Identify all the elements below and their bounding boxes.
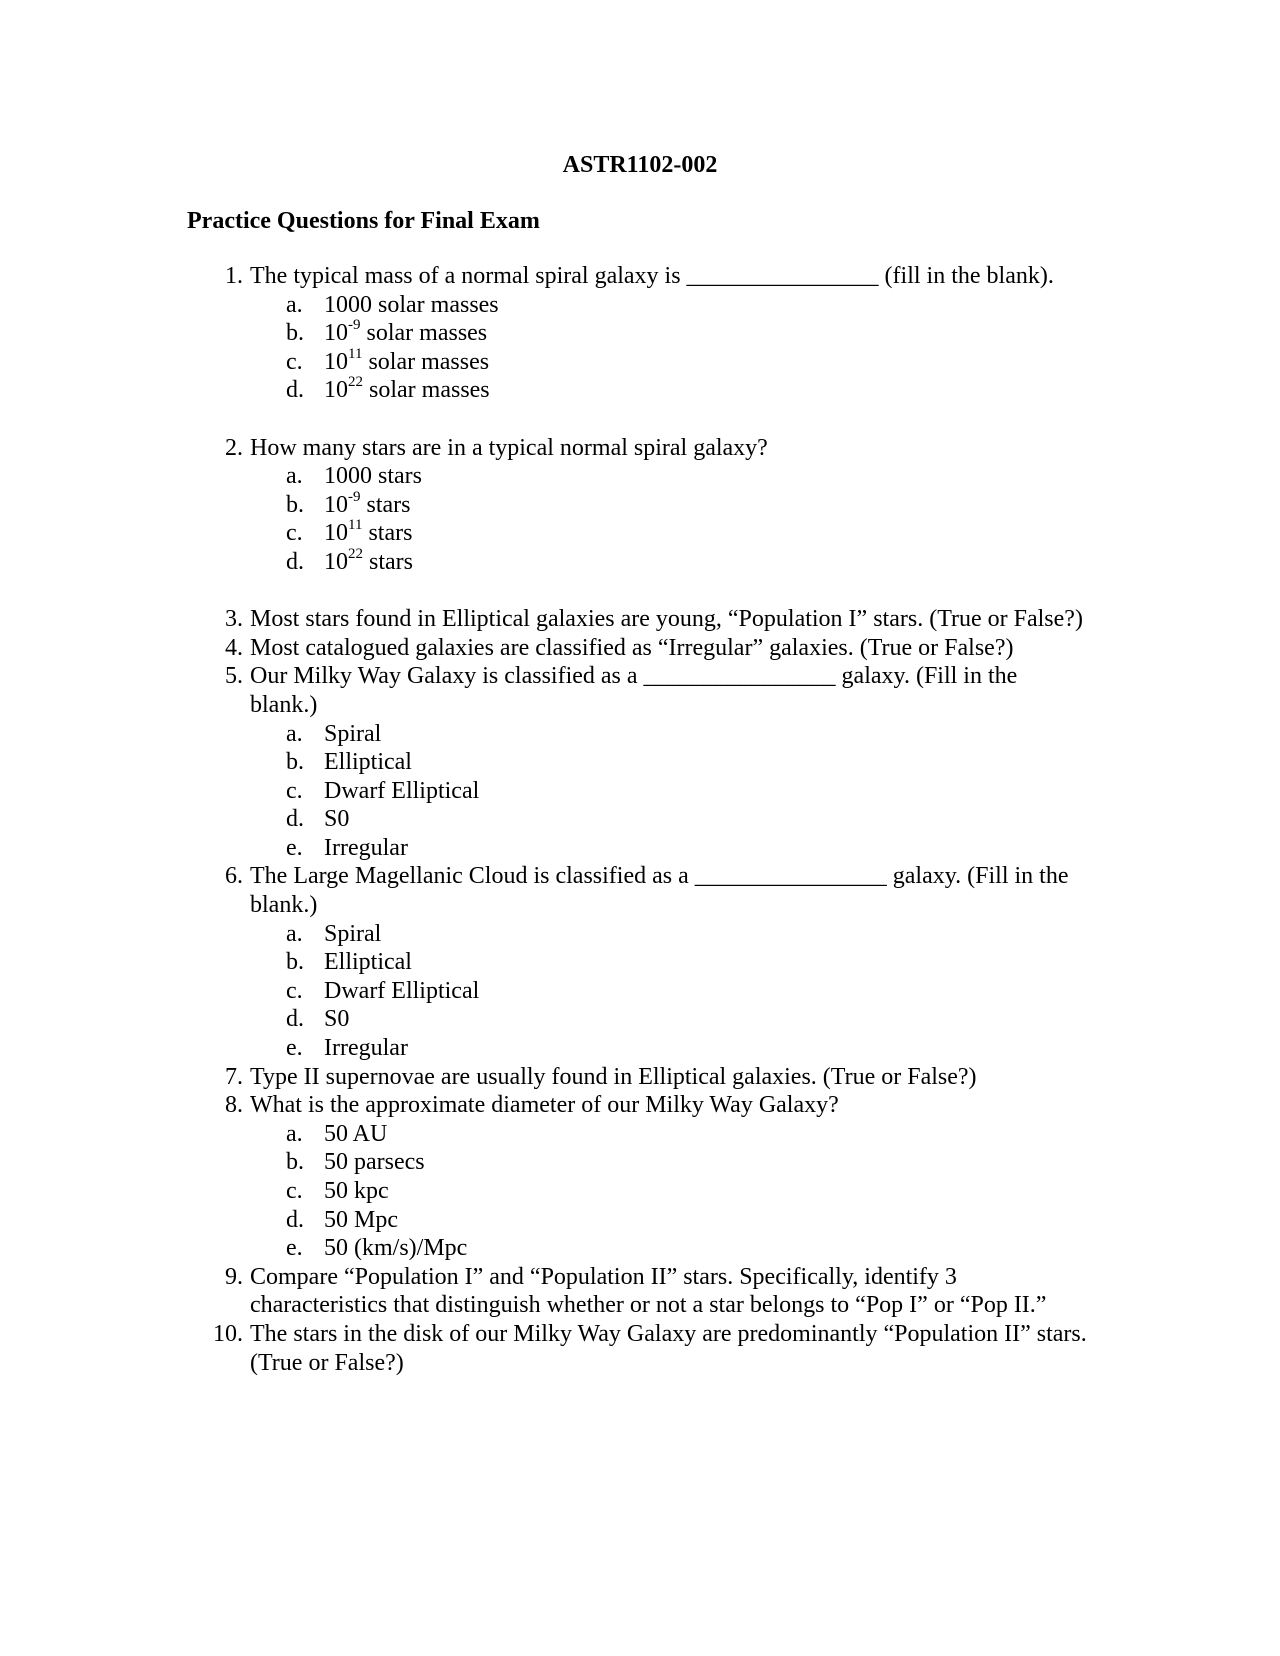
question-10	[0, 1320, 1090, 1377]
question-text: Type II supernovae are usually found in Elliptical galaxies. (True or False?)	[250, 1063, 977, 1090]
course-title: ASTR1102-002	[562, 152, 718, 178]
question-text: How many stars are in a typical normal spiral galaxy?	[250, 434, 768, 461]
option-exponent: 22	[348, 545, 363, 562]
option-base: 10	[324, 377, 348, 404]
option	[0, 920, 1280, 949]
option-base: 10	[324, 320, 348, 347]
question-7	[0, 1063, 1090, 1092]
option	[0, 805, 1280, 834]
question-2	[0, 434, 1090, 463]
question-text: What is the approximate diameter of our Milky Way Galaxy?	[250, 1092, 839, 1119]
question-number: 5.	[225, 663, 243, 690]
question-text: The stars in the disk of our Milky Way Galaxy are predominantly “Population II” stars. (True or False?)	[250, 1320, 1087, 1376]
option	[0, 834, 1280, 863]
option	[0, 545, 1280, 577]
option-text: Dwarf Elliptical	[324, 777, 480, 804]
option-letter: b.	[286, 491, 304, 518]
option-text: 50 (km/s)/Mpc	[324, 1235, 468, 1262]
option-letter: c.	[286, 977, 303, 1004]
option-exponent: 11	[348, 345, 363, 362]
option	[0, 1177, 1280, 1206]
option-letter: d.	[286, 806, 304, 833]
option-letter: c.	[286, 348, 303, 375]
option	[0, 291, 1280, 320]
option	[0, 376, 1280, 405]
option	[0, 1148, 1280, 1177]
option-letter: a.	[286, 920, 303, 947]
option	[0, 345, 1280, 377]
option	[0, 748, 1280, 777]
question-number: 6.	[225, 863, 243, 890]
question-4	[0, 634, 1090, 663]
question-number: 8.	[225, 1092, 243, 1119]
option-text: Elliptical	[324, 949, 412, 976]
question-number: 4.	[225, 634, 243, 661]
option-text: Elliptical	[324, 749, 412, 776]
option-unit: solar masses	[360, 320, 488, 347]
option-letter: b.	[286, 1149, 304, 1176]
option	[0, 977, 1280, 1006]
option	[0, 720, 1280, 749]
option-text: Spiral	[324, 720, 382, 747]
option-text: Irregular	[324, 1035, 408, 1062]
option	[0, 319, 1280, 348]
option-base: 10	[324, 348, 348, 375]
option-text: 50 parsecs	[324, 1149, 425, 1176]
option	[0, 488, 1280, 520]
question-3	[0, 605, 1090, 634]
option-letter: e.	[286, 1035, 303, 1062]
option-text: Irregular	[324, 834, 408, 861]
question-text: The typical mass of a normal spiral galaxy is ________________ (fill in the blank).	[250, 263, 1054, 289]
option-letter: d.	[286, 1206, 304, 1233]
question-5	[0, 662, 1090, 719]
question-text: Compare “Population I” and “Population II” stars. Specifically, identify 3 characteristics that distinguish whether or not a star belongs to “Pop I” or “Pop II.”	[250, 1263, 1047, 1319]
question-number: 1.	[225, 263, 243, 289]
option-letter: c.	[286, 777, 303, 804]
question-6	[0, 862, 1090, 919]
option-text: 50 AU	[324, 1120, 388, 1147]
question-number: 3.	[225, 606, 243, 633]
question-text: Most stars found in Elliptical galaxies are young, “Population I” stars. (True or False?)	[250, 606, 1083, 633]
option-text: S0	[324, 1006, 350, 1033]
option	[0, 462, 1280, 491]
option-letter: e.	[286, 1235, 303, 1262]
option	[0, 1206, 1280, 1235]
question-text: The Large Magellanic Cloud is classified as a ________________ galaxy. (Fill in the blank.)	[250, 863, 1069, 919]
question-number: 9.	[225, 1263, 243, 1290]
question-1	[0, 262, 1090, 291]
question-list	[0, 262, 1280, 1377]
option	[0, 1120, 1280, 1149]
question-9	[0, 1263, 1090, 1320]
option-base: 10	[324, 520, 348, 547]
option-unit: stars	[360, 491, 411, 518]
option-letter: a.	[286, 1120, 303, 1147]
option	[0, 1005, 1280, 1034]
option-letter: e.	[286, 834, 303, 861]
option-text: 1000 solar masses	[324, 291, 499, 318]
option	[0, 777, 1280, 806]
option-text: S0	[324, 806, 350, 833]
option	[0, 1034, 1280, 1063]
option	[0, 1234, 1280, 1263]
option-text: 50 kpc	[324, 1178, 389, 1204]
option-letter: a.	[286, 291, 303, 318]
option-letter: b.	[286, 949, 304, 976]
option-exponent: 22	[348, 374, 363, 391]
question-8	[0, 1091, 1090, 1120]
option-unit: stars	[362, 520, 413, 547]
question-number: 7.	[225, 1063, 243, 1090]
option-letter: b.	[286, 320, 304, 347]
option-letter: d.	[286, 548, 304, 575]
option-exponent: 11	[348, 517, 363, 534]
option-letter: d.	[286, 377, 304, 404]
option-letter: a.	[286, 720, 303, 747]
option-letter: d.	[286, 1006, 304, 1033]
option-text: 1000 stars	[324, 463, 422, 490]
option-unit: stars	[363, 548, 413, 575]
question-number: 2.	[225, 434, 243, 461]
option-text: 50 Mpc	[324, 1206, 398, 1233]
option-text: Spiral	[324, 920, 382, 947]
question-number: 10.	[213, 1320, 243, 1347]
option-base: 10	[324, 491, 348, 518]
question-text: Most catalogued galaxies are classified as “Irregular” galaxies. (True or False?)	[250, 634, 1014, 661]
option	[0, 519, 1280, 548]
option-exponent: -9	[348, 488, 361, 505]
exam-heading: Practice Questions for Final Exam	[187, 208, 540, 234]
option-letter: b.	[286, 749, 304, 776]
option-text: Dwarf Elliptical	[324, 977, 480, 1004]
question-text: Our Milky Way Galaxy is classified as a ________________ galaxy. (Fill in the blank.)	[250, 663, 1018, 718]
option-base: 10	[324, 548, 348, 575]
option-letter: a.	[286, 463, 303, 490]
option-unit: solar masses	[362, 348, 490, 375]
option-letter: c.	[286, 520, 303, 547]
option-unit: solar masses	[363, 377, 490, 404]
option-letter: c.	[286, 1178, 303, 1204]
option	[0, 948, 1280, 977]
option-exponent: -9	[348, 317, 361, 334]
